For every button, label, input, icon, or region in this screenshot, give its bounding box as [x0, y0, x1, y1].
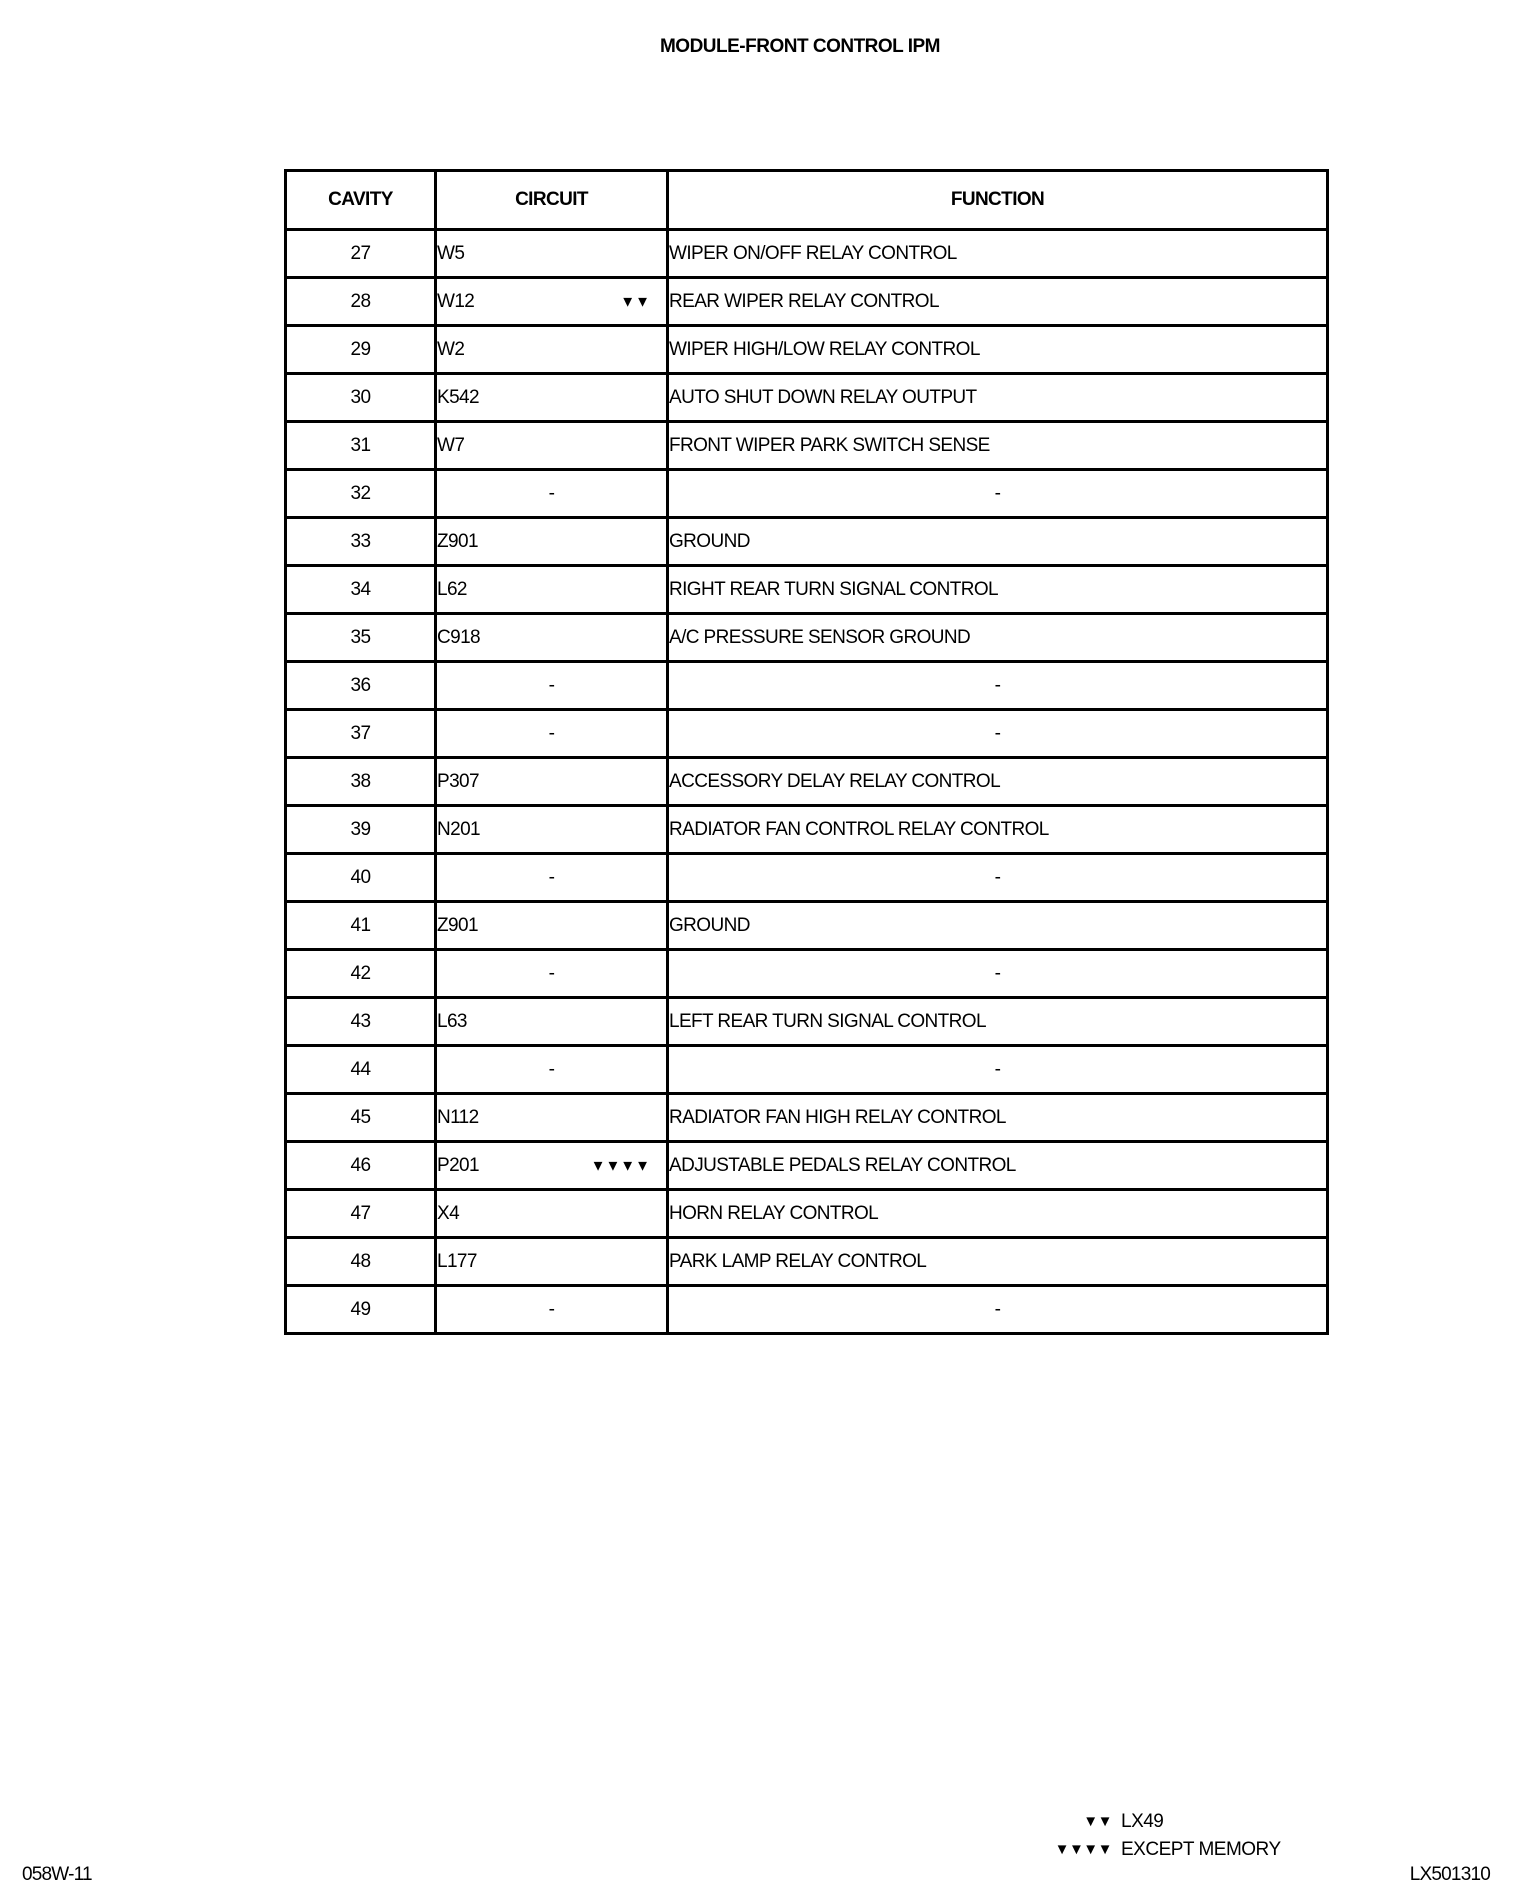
table-row	[286, 470, 1328, 518]
circuit-code: W5	[437, 242, 465, 264]
cavity-cell: 30	[286, 374, 436, 422]
cavity-cell: 41	[286, 902, 436, 950]
column-header-circuit: CIRCUIT	[436, 171, 668, 230]
cavity-cell: 32	[286, 470, 436, 518]
circuit-cell	[436, 1094, 668, 1142]
circuit-cell	[436, 950, 668, 998]
circuit-cell	[436, 758, 668, 806]
cavity-cell: 46	[286, 1142, 436, 1190]
page-title: MODULE-FRONT CONTROL IPM	[659, 36, 940, 57]
cavity-cell: 49	[286, 1286, 436, 1334]
circuit-code: K542	[437, 386, 479, 408]
cavity-cell: 47	[286, 1190, 436, 1238]
function-cell: -	[668, 1046, 1328, 1094]
triangle-marker-icon: ▼▼▼▼	[590, 1157, 650, 1174]
circuit-cell	[436, 518, 668, 566]
table-row	[286, 1094, 1328, 1142]
table-row	[286, 1238, 1328, 1286]
function-cell: -	[668, 662, 1328, 710]
table-row	[286, 278, 1328, 326]
legend-item	[1040, 1808, 1281, 1836]
table-row	[286, 662, 1328, 710]
circuit-cell	[436, 854, 668, 902]
table-row	[286, 854, 1328, 902]
cavity-cell: 38	[286, 758, 436, 806]
table-row	[286, 1190, 1328, 1238]
cavity-cell: 44	[286, 1046, 436, 1094]
table-row	[286, 422, 1328, 470]
triangle-marker-icon: ▼▼▼▼	[1054, 1841, 1112, 1858]
function-cell: -	[668, 950, 1328, 998]
circuit-code: L177	[437, 1250, 477, 1272]
circuit-code: -	[548, 1298, 555, 1320]
function-cell: AUTO SHUT DOWN RELAY OUTPUT	[668, 374, 1328, 422]
table-header-row	[286, 171, 1328, 230]
column-header-cavity: CAVITY	[286, 171, 436, 230]
circuit-code: Z901	[437, 914, 478, 936]
circuit-code: -	[548, 866, 555, 888]
table-row	[286, 518, 1328, 566]
circuit-code: P201	[437, 1154, 479, 1176]
legend-label: LX49	[1121, 1811, 1164, 1832]
function-cell: REAR WIPER RELAY CONTROL	[668, 278, 1328, 326]
table-row	[286, 374, 1328, 422]
cavity-cell: 28	[286, 278, 436, 326]
function-cell: GROUND	[668, 518, 1328, 566]
function-cell: RADIATOR FAN CONTROL RELAY CONTROL	[668, 806, 1328, 854]
footer-code-left: 058W-11	[22, 1864, 92, 1885]
cavity-cell: 35	[286, 614, 436, 662]
table-row	[286, 1286, 1328, 1334]
circuit-code: -	[548, 482, 555, 504]
function-cell: RADIATOR FAN HIGH RELAY CONTROL	[668, 1094, 1328, 1142]
table-body	[286, 230, 1328, 1334]
circuit-cell	[436, 470, 668, 518]
circuit-code: L62	[437, 578, 467, 600]
circuit-cell	[436, 902, 668, 950]
table-row	[286, 710, 1328, 758]
circuit-code: L63	[437, 1010, 467, 1032]
function-cell: ACCESSORY DELAY RELAY CONTROL	[668, 758, 1328, 806]
legend-label: EXCEPT MEMORY	[1121, 1839, 1281, 1860]
table-row	[286, 1142, 1328, 1190]
function-cell: GROUND	[668, 902, 1328, 950]
table-row	[286, 566, 1328, 614]
circuit-cell	[436, 1286, 668, 1334]
circuit-cell	[436, 374, 668, 422]
circuit-code: Z901	[437, 530, 478, 552]
column-header-function: FUNCTION	[668, 171, 1328, 230]
triangle-marker-icon: ▼▼	[1083, 1813, 1112, 1830]
function-cell: WIPER HIGH/LOW RELAY CONTROL	[668, 326, 1328, 374]
table-row	[286, 758, 1328, 806]
circuit-code: W7	[437, 434, 465, 456]
circuit-code: -	[548, 722, 555, 744]
function-cell: RIGHT REAR TURN SIGNAL CONTROL	[668, 566, 1328, 614]
cavity-cell: 37	[286, 710, 436, 758]
circuit-code: W2	[437, 338, 465, 360]
circuit-cell	[436, 998, 668, 1046]
function-cell: A/C PRESSURE SENSOR GROUND	[668, 614, 1328, 662]
cavity-cell: 40	[286, 854, 436, 902]
circuit-cell	[436, 1142, 668, 1190]
table-row	[286, 1046, 1328, 1094]
circuit-cell	[436, 710, 668, 758]
circuit-code: P307	[437, 770, 479, 792]
footer-code-right: LX501310	[1409, 1864, 1490, 1885]
connector-pinout-table	[284, 169, 1329, 1335]
function-cell: LEFT REAR TURN SIGNAL CONTROL	[668, 998, 1328, 1046]
circuit-cell	[436, 326, 668, 374]
table-row	[286, 614, 1328, 662]
cavity-cell: 29	[286, 326, 436, 374]
legend-item	[1040, 1836, 1281, 1864]
circuit-cell	[436, 422, 668, 470]
circuit-code: -	[548, 962, 555, 984]
cavity-cell: 39	[286, 806, 436, 854]
function-cell: -	[668, 710, 1328, 758]
circuit-cell	[436, 230, 668, 278]
cavity-cell: 43	[286, 998, 436, 1046]
function-cell: -	[668, 1286, 1328, 1334]
circuit-cell	[436, 1190, 668, 1238]
circuit-cell	[436, 662, 668, 710]
circuit-code: -	[548, 1058, 555, 1080]
cavity-cell: 42	[286, 950, 436, 998]
circuit-cell	[436, 566, 668, 614]
table-row	[286, 998, 1328, 1046]
circuit-code: N201	[437, 818, 481, 840]
function-cell: PARK LAMP RELAY CONTROL	[668, 1238, 1328, 1286]
circuit-code: C918	[437, 626, 481, 648]
circuit-code: -	[548, 674, 555, 696]
table-row	[286, 806, 1328, 854]
circuit-cell	[436, 806, 668, 854]
table-row	[286, 902, 1328, 950]
cavity-cell: 27	[286, 230, 436, 278]
cavity-cell: 31	[286, 422, 436, 470]
circuit-cell	[436, 614, 668, 662]
function-cell: WIPER ON/OFF RELAY CONTROL	[668, 230, 1328, 278]
cavity-cell: 33	[286, 518, 436, 566]
function-cell: FRONT WIPER PARK SWITCH SENSE	[668, 422, 1328, 470]
function-cell: ADJUSTABLE PEDALS RELAY CONTROL	[668, 1142, 1328, 1190]
table-row	[286, 950, 1328, 998]
triangle-marker-icon: ▼▼	[620, 293, 650, 310]
cavity-cell: 45	[286, 1094, 436, 1142]
circuit-code: N112	[437, 1106, 479, 1128]
function-cell: -	[668, 470, 1328, 518]
circuit-cell	[436, 1046, 668, 1094]
circuit-cell	[436, 1238, 668, 1286]
table-row	[286, 230, 1328, 278]
circuit-cell	[436, 278, 668, 326]
circuit-code: X4	[437, 1202, 460, 1224]
cavity-cell: 34	[286, 566, 436, 614]
function-cell: -	[668, 854, 1328, 902]
cavity-cell: 48	[286, 1238, 436, 1286]
circuit-code: W12	[437, 290, 475, 312]
legend	[1040, 1808, 1281, 1864]
table-row	[286, 326, 1328, 374]
function-cell: HORN RELAY CONTROL	[668, 1190, 1328, 1238]
cavity-cell: 36	[286, 662, 436, 710]
